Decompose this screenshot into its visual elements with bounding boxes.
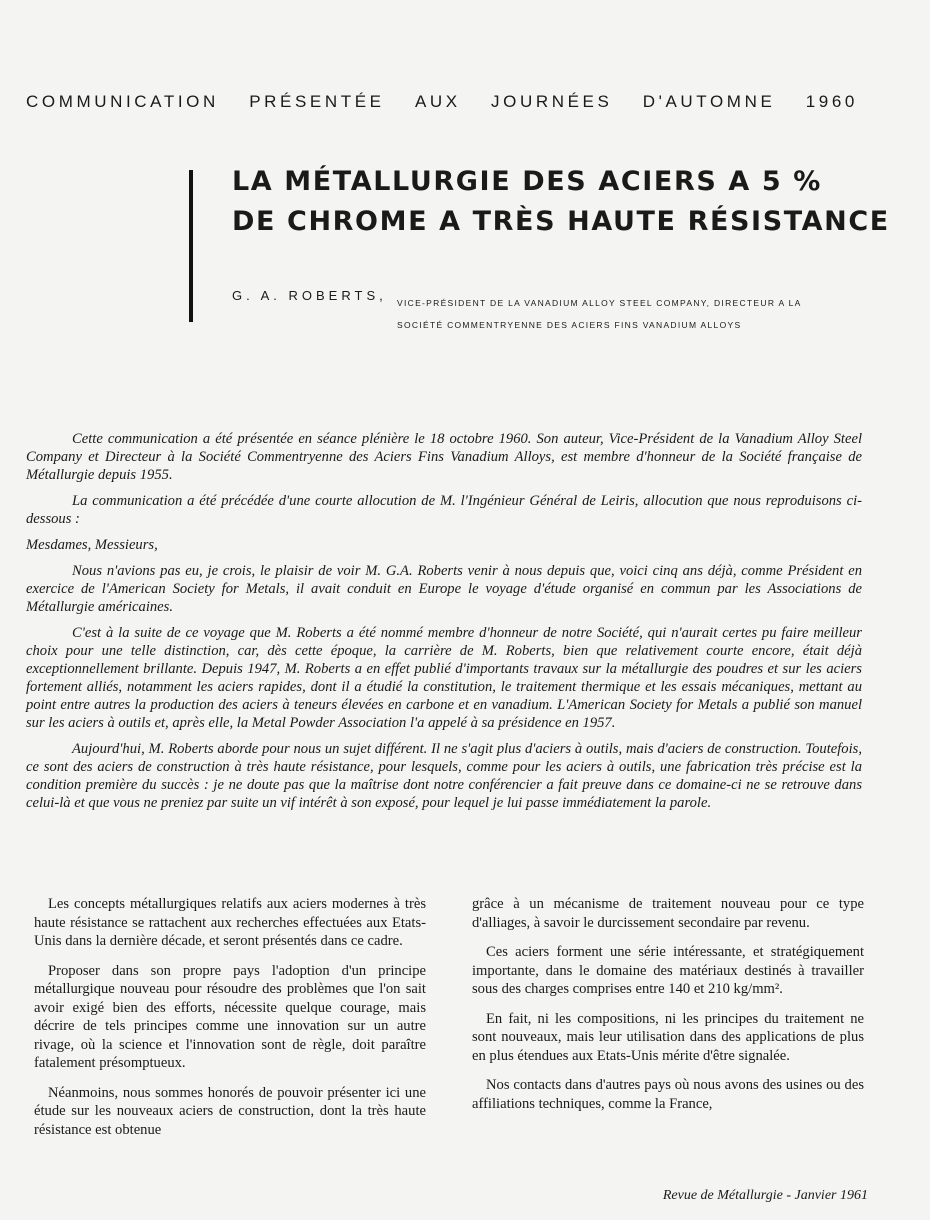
editorial-introduction <box>26 430 862 820</box>
title-line-2: DE CHROME A TRÈS HAUTE RÉSISTANCE <box>232 206 890 237</box>
intro-paragraph: La communication a été précédée d'une courte allocution de M. l'Ingénieur Général de Leiris, allocution que nous reproduisons ci-dessous : <box>26 493 862 527</box>
intro-paragraph: Nous n'avions pas eu, je crois, le plaisir de voir M. G.A. Roberts venir à nous depuis que, voici cinq ans déjà, comme Président en exercice de l'American Society for Metals, il avait conduit en Europe le voyage d'étude organisé en commun par les Associations de Métallurgie américaines. <box>26 563 862 615</box>
intro-paragraph: C'est à la suite de ce voyage que M. Roberts a été nommé membre d'honneur de notre Société, qui n'aurait certes pu faire meilleur choix pour une telle distinction, car, dès cette époque, la carrière de M. Roberts, bien que relativement courte encore, était déjà exceptionnellement brillante. Depuis 1947, M. Roberts a en effet publié d'importants travaux sur la métallurgie des poudres et sur les aciers fortement alliés, notamment les aciers rapides, dont il a étudié la constitution, le traitement thermique et les essais mécaniques, mettant au point entre autres la production des aciers à teneurs élevées en carbone et en vanadium. L'American Society for Metals a publié son manuel sur les aciers à outils et, après elle, la Metal Powder Association l'a appelé à sa présidence en 1957. <box>26 625 862 731</box>
kicker-word: AUX <box>414 92 461 111</box>
kicker-word: COMMUNICATION <box>26 92 219 111</box>
intro-paragraph: Aujourd'hui, M. Roberts aborde pour nous un sujet différent. Il ne s'agit plus d'aciers à outils, mais d'aciers de construction. Toutefois, ce sont des aciers de construction à très haute résistance, pour lesquels, comme pour les aciers à outils, une fabrication très précise est la condition première du succès : je ne doute pas que la maîtrise dont notre conférencier a fait preuve dans ce domaine-ci ne se retrouve dans celui-là et que vous ne preniez par suite un vif intérêt à son exposé, pour lequel je lui passe immédiatement la parole. <box>26 741 862 811</box>
body-column-left <box>34 895 426 1150</box>
kicker-word: PRÉSENTÉE <box>249 92 385 111</box>
article-title <box>232 162 890 242</box>
intro-paragraph: Cette communication a été présentée en séance plénière le 18 octobre 1960. Son auteur, Vice-Président de la Vanadium Alloy Steel Company et Directeur à la Société Commentryenne des Aciers Fins Vanadium Alloys, est membre d'honneur de la Société française de Métallurgie depuis 1955. <box>26 431 862 483</box>
kicker-word: D'AUTOMNE <box>642 92 776 111</box>
body-paragraph: Nos contacts dans d'autres pays où nous avons des usines ou des affiliations techniques, comme la France, <box>472 1077 864 1112</box>
journal-footer: Revue de Métallurgie - Janvier 1961 <box>662 1188 868 1203</box>
body-paragraph: grâce à un mécanisme de traitement nouveau pour ce type d'alliages, à savoir le durcissement secondaire par revenu. <box>472 896 864 931</box>
body-paragraph: Néanmoins, nous sommes honorés de pouvoir présenter ici une étude sur les nouveaux aciers de construction, dont la très haute résistance est obtenue <box>34 1084 426 1138</box>
title-line-1: LA MÉTALLURGIE DES ACIERS A 5 % <box>232 166 822 197</box>
conference-kicker <box>26 92 858 112</box>
body-paragraph: En fait, ni les compositions, ni les principes du traitement ne sont nouveaux, mais leur utilisation dans des applications de plus en plus étendues aux Etats-Unis mérite d'être signalée. <box>472 1010 864 1064</box>
author-name: G. A. ROBERTS, <box>232 288 387 303</box>
author-affiliation <box>397 292 859 336</box>
affiliation-line-1: VICE-PRÉSIDENT DE LA VANADIUM ALLOY STEEL COMPANY, DIRECTEUR A LA <box>397 298 802 308</box>
body-column-right <box>472 895 864 1124</box>
intro-salutation: Mesdames, Messieurs, <box>26 537 158 553</box>
title-rule <box>189 170 193 322</box>
body-paragraph: Proposer dans son propre pays l'adoption d'un principe métallurgique nouveau pour résoudre des problèmes que l'on sait avoir exigé bien des efforts, nécessite quelque courage, mais décrire de tels principes comme une innovation sur un autre rivage, où la science et l'innovation sont de règle, doit paraître fatalement présomptueux. <box>34 962 426 1071</box>
affiliation-line-2: SOCIÉTÉ COMMENTRYENNE DES ACIERS FINS VANADIUM ALLOYS <box>397 320 742 330</box>
kicker-word: 1960 <box>805 92 858 111</box>
body-paragraph: Ces aciers forment une série intéressante, et stratégiquement importante, dans le domaine des matériaux destinés à travailler sous des charges comprises entre 140 et 210 kg/mm². <box>472 944 864 997</box>
kicker-word: JOURNÉES <box>491 92 613 111</box>
body-paragraph: Les concepts métallurgiques relatifs aux aciers modernes à très haute résistance se rattachent aux recherches effectuées aux Etats-Unis dans la dernière décade, et seront présentés dans ce cadre. <box>34 896 426 949</box>
